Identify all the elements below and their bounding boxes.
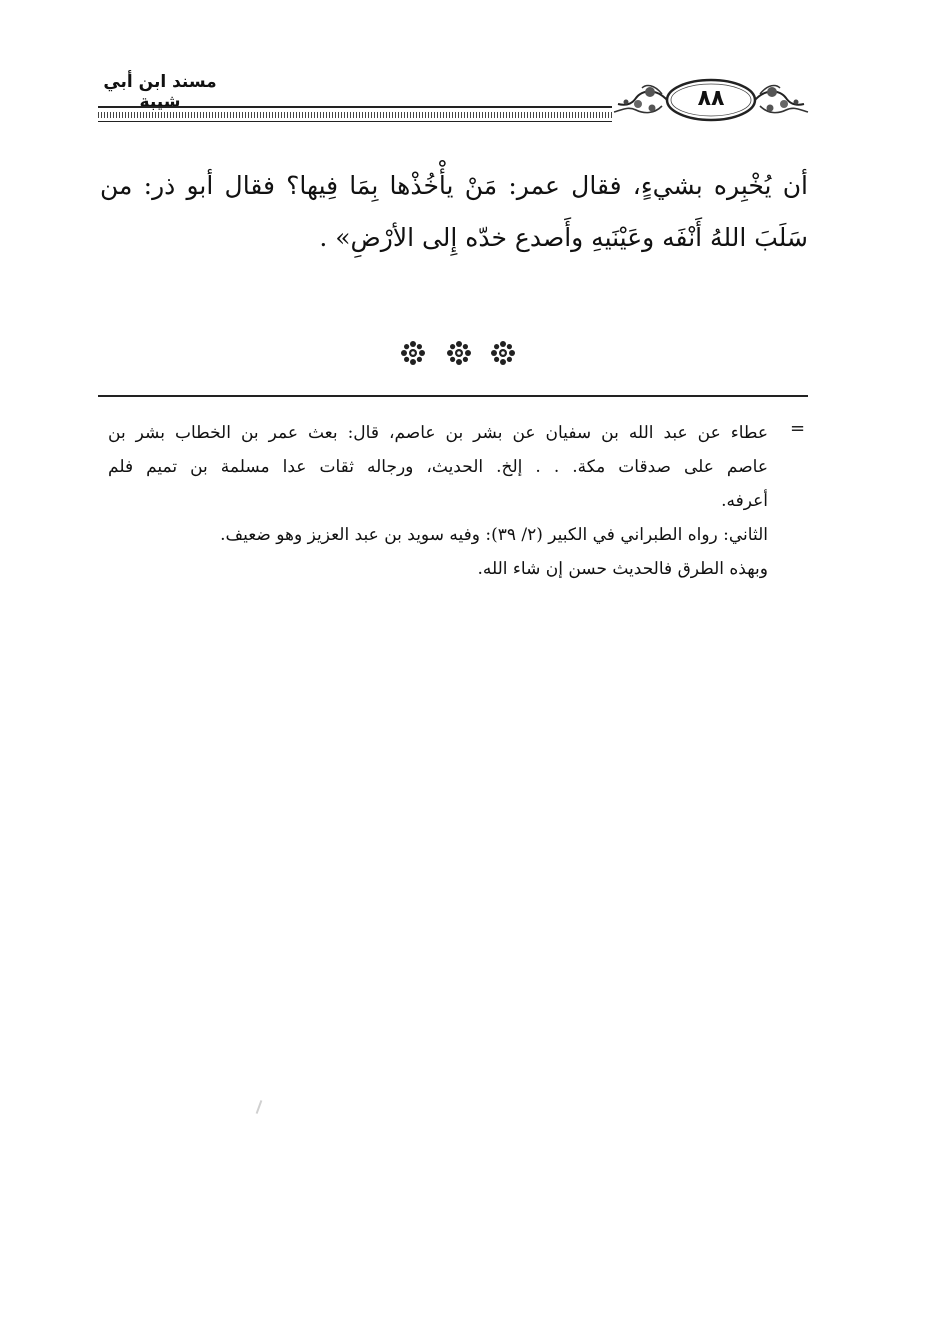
running-header-title: مسند ابن أبي شيبة — [103, 72, 217, 112]
footnote-rule — [98, 395, 808, 397]
header-rule-pattern — [98, 112, 612, 118]
flower-star-icon — [446, 340, 472, 366]
footnote-line: وبهذه الطرق فالحديث حسن إن شاء الله. — [477, 559, 768, 579]
page-number: ٨٨ — [697, 86, 725, 111]
footnote-line: عطاء عن عبد الله بن سفيان عن بشر بن عاصم، قال: بعث عمر بن الخطاب بشر بن — [108, 423, 768, 443]
footnote-continuation-marker: = — [790, 418, 806, 439]
header-rule-top — [98, 106, 612, 108]
footnote-line: الثاني: رواه الطبراني في الكبير (٢/ ٣٩): وفيه سويد بن عبد العزيز وهو ضعيف. — [220, 525, 768, 545]
footnotes-block — [108, 416, 768, 586]
header-rule-bottom — [98, 121, 612, 122]
main-text-line: أن يُخْبِره بشيءٍ، فقال عمر: مَنْ يأْخُذْها بِمَا فِيها؟ فقال أبو ذر: من — [100, 171, 808, 200]
scan-speck — [256, 1100, 263, 1114]
main-text-block — [100, 160, 808, 264]
footnote-line: عاصم على صدقات مكة. . . إلخ. الحديث، ورجاله ثقات عدا مسلمة بن تميم فلم — [108, 457, 768, 477]
section-separator — [380, 340, 540, 370]
flower-star-icon — [400, 340, 426, 366]
flower-star-icon — [490, 340, 516, 366]
footnote-line: أعرفه. — [721, 491, 768, 511]
main-text-line: سَلَبَ اللهُ أَنْفَه وعَيْنَيهِ وأَصدع خدّه إِلى الأرْضِ» . — [319, 223, 808, 252]
